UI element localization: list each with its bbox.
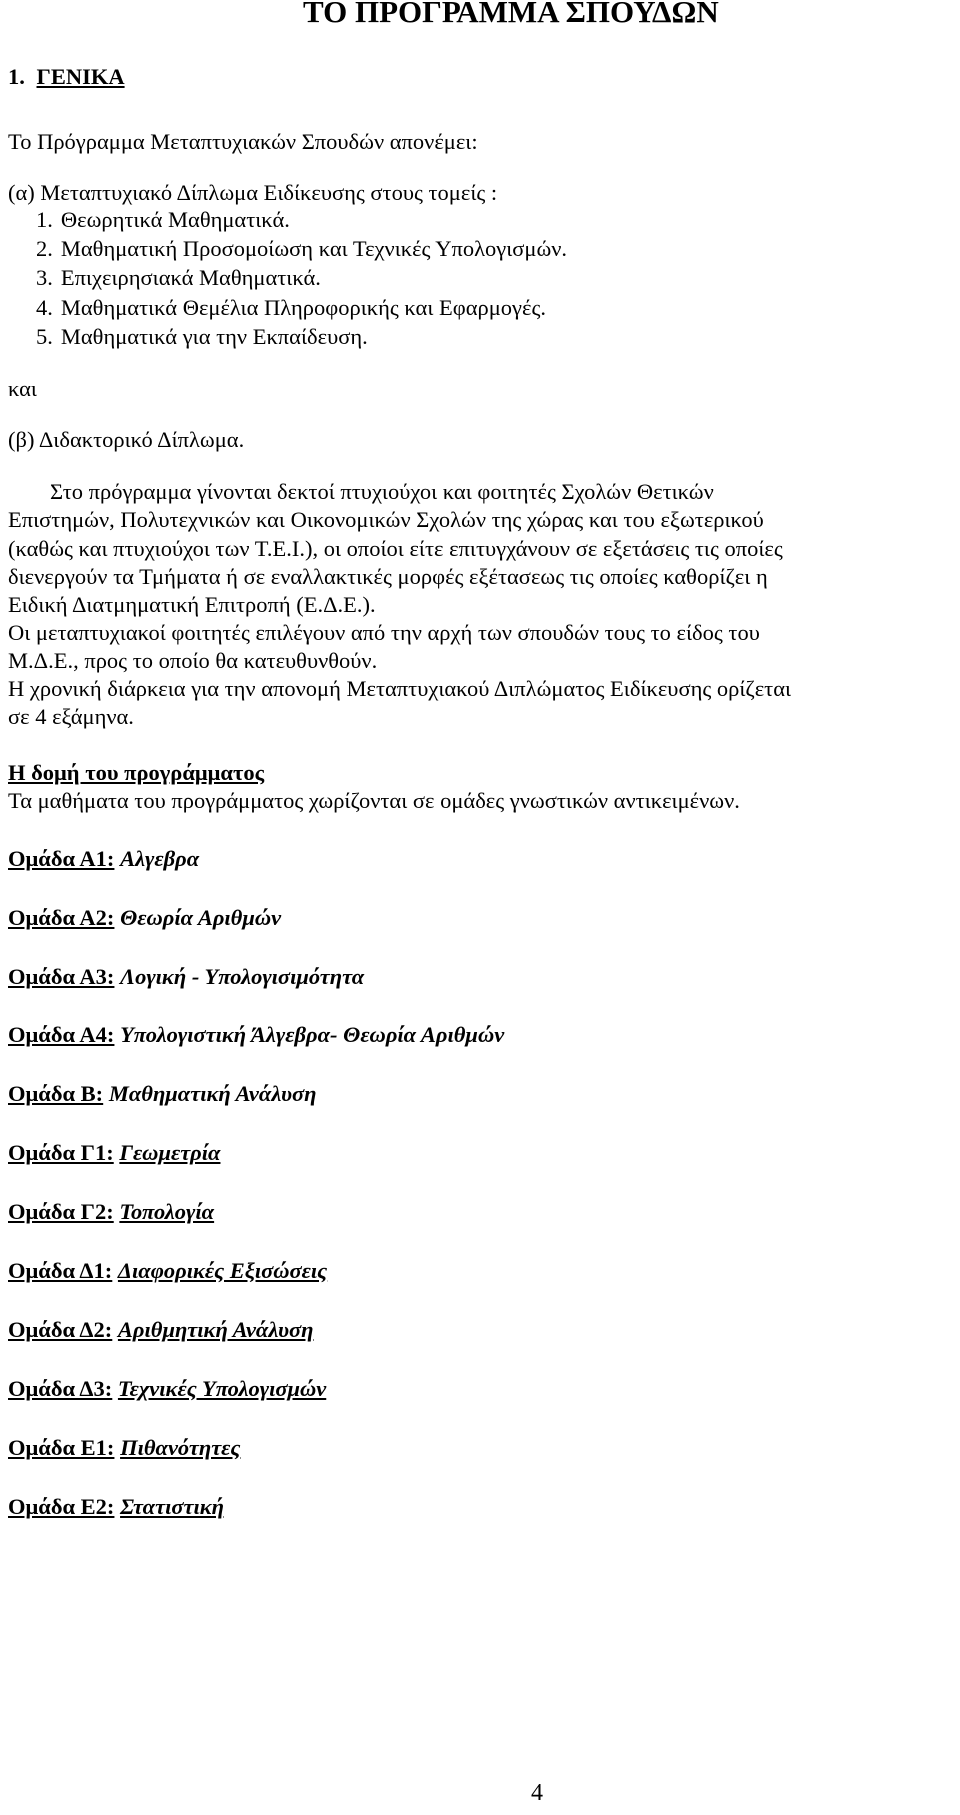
part-a-label: (α) Μεταπτυχιακό Δίπλωμα Ειδίκευσης στους τομείς : — [8, 180, 498, 205]
group-item: Ομάδα Δ3: Τεχνικές Υπολογισμών — [8, 1376, 327, 1401]
group-item: Ομάδα Β: Μαθηματική Ανάλυση — [8, 1081, 317, 1106]
paragraph-line: σε 4 εξάμηνα. — [8, 704, 134, 729]
list-item: 4. Μαθηματικά Θεμέλια Πληροφορικής και Εφαρμογές. — [36, 295, 546, 320]
paragraph-line: Η χρονική διάρκεια για την απονομή Μεταπτυχιακού Διπλώματος Ειδίκευσης ορίζεται — [8, 676, 792, 701]
paragraph-line: (καθώς και πτυχιούχοι των Τ.Ε.Ι.), οι οποίοι είτε επιτυγχάνουν σε εξετάσεις τις οποίες — [8, 536, 783, 561]
group-item: Ομάδα Α3: Λογική - Υπολογισιμότητα — [8, 964, 365, 989]
paragraph-line: Στο πρόγραμμα γίνονται δεκτοί πτυχιούχοι και φοιτητές Σχολών Θετικών — [50, 479, 714, 504]
list-item: 3. Επιχειρησιακά Μαθηματικά. — [36, 265, 321, 290]
group-item: Ομάδα Α2: Θεωρία Αριθμών — [8, 905, 282, 930]
group-item: Ομάδα Α4: Υπολογιστική Άλγεβρα- Θεωρία Αριθμών — [8, 1022, 505, 1047]
intro-line: Το Πρόγραμμα Μεταπτυχιακών Σπουδών απονέμει: — [8, 129, 478, 154]
group-item: Ομάδα Δ1: Διαφορικές Εξισώσεις — [8, 1258, 328, 1283]
group-item: Ομάδα Ε1: Πιθανότητες — [8, 1435, 241, 1460]
group-item: Ομάδα Α1: Αλγεβρα — [8, 846, 200, 871]
paragraph-line: διενεργούν τα Τμήματα ή σε εναλλακτικές μορφές εξέτασεως τις οποίες καθορίζει η — [8, 564, 768, 589]
page-number: 4 — [531, 1780, 543, 1806]
section-heading — [8, 66, 125, 89]
section-number: 1. — [8, 64, 25, 89]
structure-text: Τα μαθήματα του προγράμματος χωρίζονται σε ομάδες γνωστικών αντικειμένων. — [8, 788, 740, 813]
section-title: ΓΕΝΙΚΑ — [36, 64, 125, 89]
group-item: Ομάδα Ε2: Στατιστική — [8, 1494, 224, 1519]
paragraph-line: Ειδική Διατμηματική Επιτροπή (Ε.Δ.Ε.). — [8, 592, 376, 617]
structure-heading: Η δομή του προγράμματος — [8, 760, 265, 785]
paragraph-line: Οι μεταπτυχιακοί φοιτητές επιλέγουν από την αρχή των σπουδών τους το είδος του — [8, 620, 760, 645]
paragraph-line: Επιστημών, Πολυτεχνικών και Οικονομικών Σχολών της χώρας και του εξωτερικού — [8, 507, 764, 532]
paragraph-line: Μ.Δ.Ε., προς το οποίο θα κατευθυνθούν. — [8, 648, 378, 673]
list-item: 2. Μαθηματική Προσομοίωση και Τεχνικές Υπολογισμών. — [36, 236, 568, 261]
and-word: και — [8, 376, 37, 401]
document-title: ΤΟ ΠΡΟΓΡΑΜΜΑ ΣΠΟΥΔΩΝ — [303, 0, 719, 29]
part-b-label: (β) Διδακτορικό Δίπλωμα. — [8, 427, 245, 452]
list-item: 5. Μαθηματικά για την Εκπαίδευση. — [36, 324, 368, 349]
list-item: 1. Θεωρητικά Μαθηματικά. — [36, 207, 290, 232]
group-item: Ομάδα Γ2: Τοπολογία — [8, 1199, 215, 1224]
group-item: Ομάδα Δ2: Αριθμητική Ανάλυση — [8, 1317, 314, 1342]
group-item: Ομάδα Γ1: Γεωμετρία — [8, 1140, 221, 1165]
